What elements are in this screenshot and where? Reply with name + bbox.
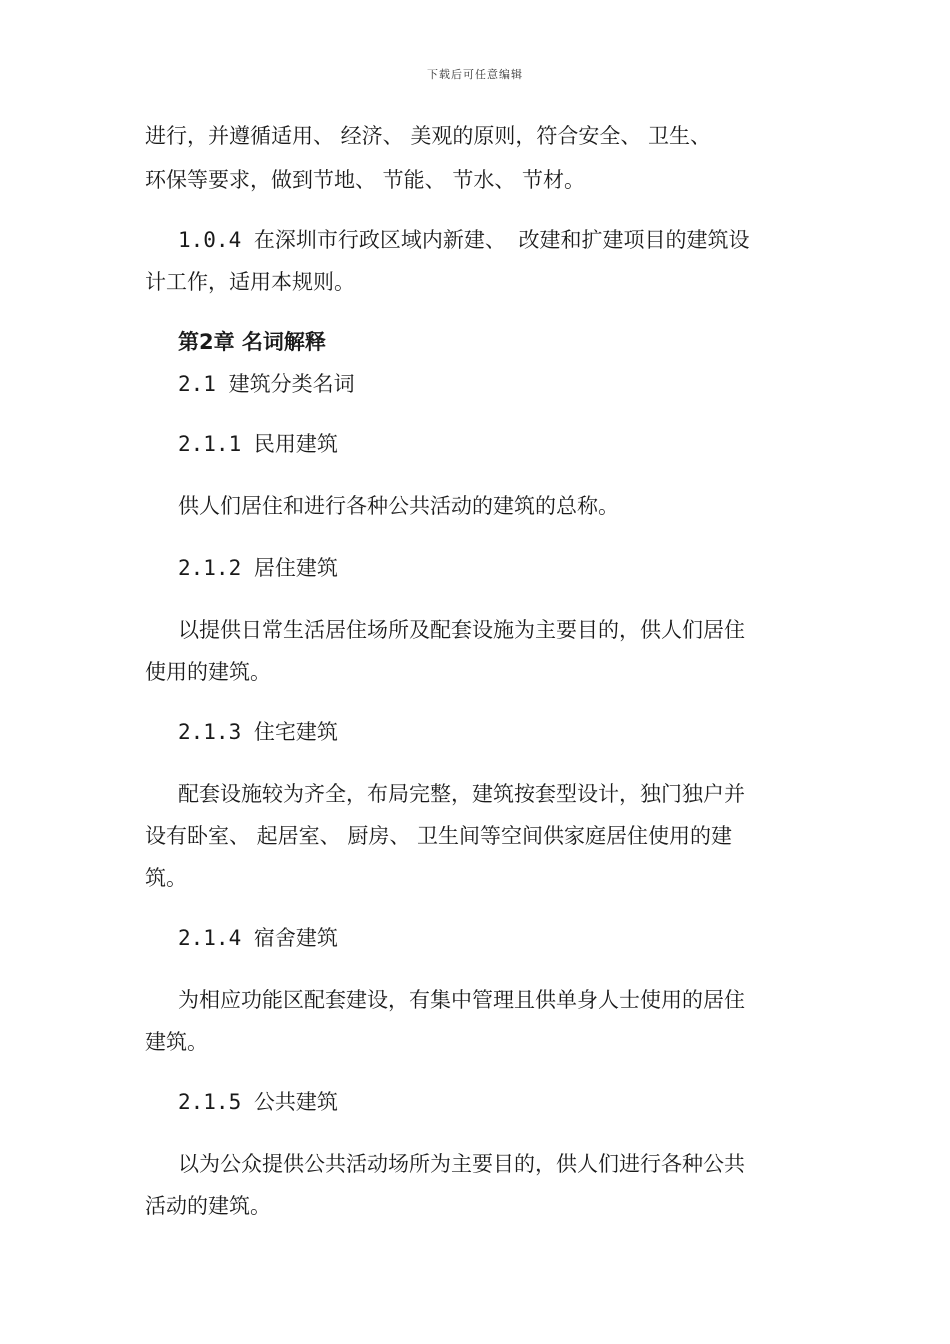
term-definition: 供人们居住和进行各种公共活动的建筑的总称。: [178, 494, 619, 518]
term-definition: 以提供日常生活居住场所及配套设施为主要目的，供人们居住: [178, 618, 745, 642]
clause-1-0-4-line: 1.0.4 在深圳市行政区域内新建、 改建和扩建项目的建筑设: [178, 228, 750, 252]
term-definition: 为相应功能区配套建设，有集中管理且供单身人士使用的居住: [178, 988, 745, 1012]
term-heading: 2.1.2 居住建筑: [178, 556, 338, 580]
term-heading: 2.1.5 公共建筑: [178, 1090, 338, 1114]
page-header: 下载后可任意编辑: [427, 68, 523, 81]
term-definition: 设有卧室、 起居室、 厨房、 卫生间等空间供家庭居住使用的建: [145, 824, 733, 848]
term-definition: 使用的建筑。: [145, 660, 271, 684]
body-line: 进行，并遵循适用、 经济、 美观的原则，符合安全、 卫生、: [145, 124, 712, 148]
chapter-heading: 第2章 名词解释: [178, 330, 326, 354]
term-definition: 建筑。: [145, 1030, 208, 1054]
term-definition: 活动的建筑。: [145, 1194, 271, 1218]
section-heading: 2.1 建筑分类名词: [178, 372, 355, 396]
body-line: 环保等要求，做到节地、 节能、 节水、 节材。: [145, 168, 586, 192]
term-heading: 2.1.3 住宅建筑: [178, 720, 338, 744]
term-heading: 2.1.1 民用建筑: [178, 432, 338, 456]
body-line: 计工作，适用本规则。: [145, 270, 355, 294]
term-definition: 配套设施较为齐全，布局完整，建筑按套型设计，独门独户并: [178, 782, 745, 806]
term-definition: 筑。: [145, 866, 187, 890]
term-definition: 以为公众提供公共活动场所为主要目的，供人们进行各种公共: [178, 1152, 745, 1176]
term-heading: 2.1.4 宿舍建筑: [178, 926, 338, 950]
